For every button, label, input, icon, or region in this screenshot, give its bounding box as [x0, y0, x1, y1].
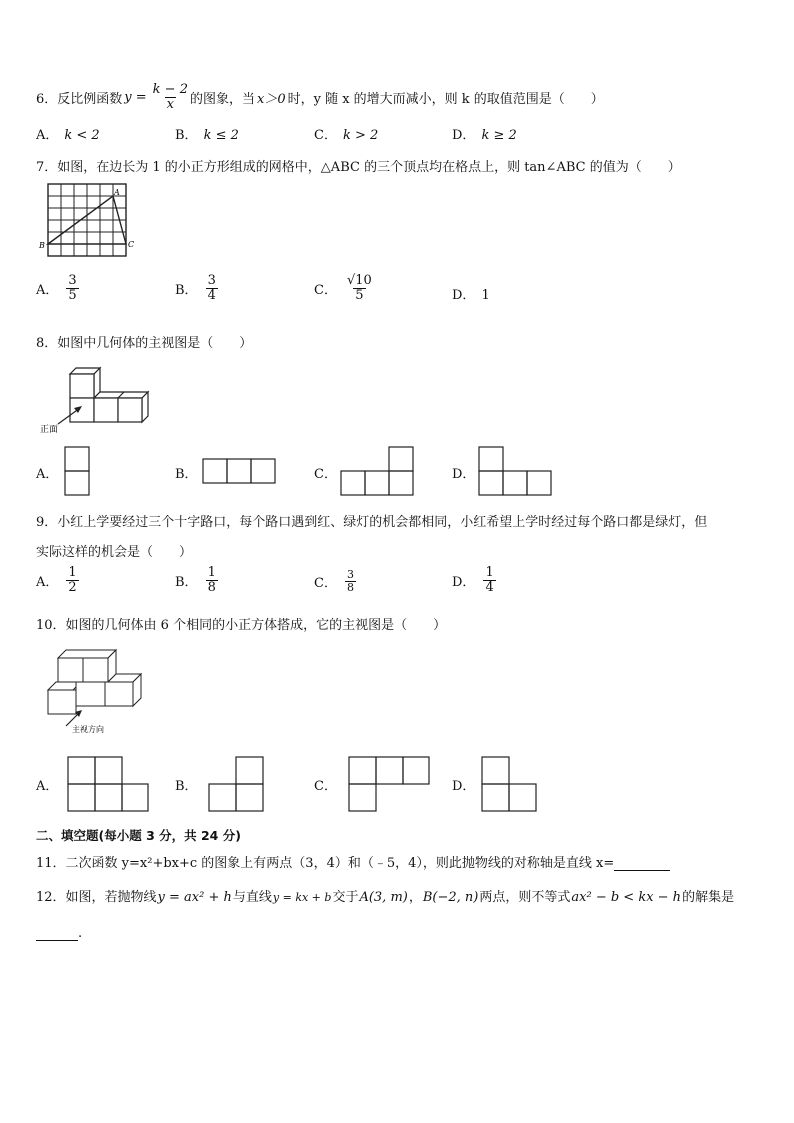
q12-suffix: 的解集是 [682, 890, 735, 905]
q10-option-a[interactable] [36, 775, 58, 794]
q12-answer-blank[interactable] [36, 928, 78, 941]
q8-solid-figure [38, 360, 158, 436]
fraction-den: 5 [68, 287, 77, 303]
option-label: D． [452, 128, 476, 143]
q8-front-label: 正面 [40, 425, 59, 435]
option-label: C． [314, 467, 337, 482]
q6-func-y: y = [124, 89, 147, 105]
option-label: D． [452, 288, 476, 303]
q9-option-c[interactable] [314, 569, 356, 593]
q6-line [36, 82, 604, 112]
q12-point-a: A(3, m) [359, 890, 408, 905]
option-label: B． [175, 128, 198, 143]
q12-prefix: 12．如图，若抛物线 [36, 890, 157, 905]
q8-option-c[interactable] [314, 463, 337, 482]
fraction-num: 3 [207, 273, 216, 288]
option-fraction [345, 569, 356, 593]
fraction-den: 8 [346, 580, 354, 594]
option-label: B． [175, 574, 198, 590]
q7-point-c: C [128, 240, 135, 249]
fraction-den: 8 [207, 579, 216, 595]
q8-option-b[interactable] [175, 463, 198, 482]
option-label: A． [36, 467, 59, 482]
q8-option-d-figure[interactable] [478, 446, 552, 498]
option-fraction [206, 274, 218, 302]
q10-option-a-figure[interactable] [67, 756, 149, 812]
q6-cond: x＞0 [256, 91, 286, 107]
q6-option-d[interactable] [452, 124, 517, 143]
option-value: k > 2 [342, 128, 379, 143]
q10-solid-figure [46, 648, 146, 736]
fraction-num: 3 [68, 273, 77, 288]
q9-text-line2: 实际这样的机会是（ ） [36, 545, 193, 560]
q11-line [36, 852, 670, 871]
q9-option-b[interactable] [175, 566, 218, 594]
q11-answer-blank[interactable] [614, 858, 670, 871]
q9-text-line1: 9．小红上学要经过三个十字路口，每个路口遇到红、绿灯的机会都相同，小红希望上学时经过每个路口都是绿灯，但 [36, 515, 708, 530]
q7-option-c[interactable] [314, 274, 374, 302]
q6-prefix: 6．反比例函数 [36, 91, 123, 107]
q12-line-eq: y = kx + b [272, 891, 332, 904]
q8-option-c-figure[interactable] [340, 446, 414, 498]
q10-option-c[interactable] [314, 775, 337, 794]
option-label: D． [452, 574, 476, 590]
q8-option-b-figure[interactable] [202, 458, 276, 486]
q12-end: . [78, 926, 83, 941]
option-fraction [483, 566, 495, 594]
fraction-den: 4 [207, 287, 216, 303]
q7-option-b[interactable] [175, 274, 218, 302]
q7-point-a: A [114, 188, 120, 197]
q6-func-den: x [166, 96, 174, 112]
section2-title: 二、填空题(每小题 3 分，共 24 分) [36, 828, 241, 843]
q12-answer-line [36, 926, 82, 941]
q6-option-c[interactable] [314, 124, 378, 143]
fraction-den: 5 [355, 287, 364, 303]
option-label: C． [314, 282, 337, 298]
option-label: D． [452, 467, 476, 482]
q7-grid-figure [38, 180, 134, 262]
q10-option-d[interactable] [452, 775, 475, 794]
fraction-den: 2 [68, 579, 77, 595]
fraction-num: 3 [346, 568, 354, 581]
option-label: B． [175, 467, 198, 482]
q8-option-a[interactable] [36, 463, 58, 482]
option-value: k < 2 [64, 128, 100, 143]
option-value: k ≤ 2 [203, 128, 239, 143]
q12-parabola: y = ax² + h [157, 890, 232, 905]
q6-func-num: k − 2 [152, 81, 188, 97]
option-label: A． [36, 574, 59, 590]
option-label: C． [314, 128, 337, 143]
fraction-num: 1 [485, 565, 494, 580]
fraction-num: √10 [346, 273, 372, 288]
option-value: 1 [481, 288, 490, 303]
q6-option-a[interactable] [36, 124, 100, 143]
q7-text: 7．如图，在边长为 1 的小正方形组成的网格中，△ABC 的三个顶点均在格点上，则 tan∠ABC 的值为（ ） [36, 160, 681, 175]
q12-mid1: 与直线 [232, 890, 272, 905]
option-label: D． [452, 779, 476, 794]
q12-inequality: ax² − b < kx − h [571, 890, 682, 905]
q6-text2: 时，y 随 x 的增大而减小，则 k 的取值范围是（ ） [287, 91, 604, 107]
option-fraction [66, 274, 78, 302]
option-label: C． [314, 779, 337, 794]
q10-option-b[interactable] [175, 775, 198, 794]
q12-point-b: B(−2, n) [422, 890, 479, 905]
option-fraction [66, 566, 78, 594]
q12-mid2: 交于 [332, 890, 359, 905]
option-label: A． [36, 128, 59, 143]
q7-option-a[interactable] [36, 274, 79, 302]
q10-option-c-figure[interactable] [348, 756, 430, 812]
fraction-num: 1 [68, 565, 77, 580]
q12-mid3: 两点，则不等式 [479, 890, 571, 905]
q8-text: 8．如图中几何体的主视图是（ ） [36, 336, 253, 351]
q10-direction-label: 主视方向 [72, 725, 104, 734]
option-label: B． [175, 282, 198, 298]
option-label: A． [36, 282, 59, 298]
q10-option-b-figure[interactable] [208, 756, 264, 812]
option-fraction [345, 274, 374, 302]
option-value: k ≥ 2 [481, 128, 517, 143]
q10-text: 10．如图的几何体由 6 个相同的小正方体搭成，它的主视图是（ ） [36, 618, 447, 633]
fraction-den: 4 [485, 579, 494, 595]
option-label: A． [36, 779, 59, 794]
q11-text: 11．二次函数 y=x²+bx+c 的图象上有两点（3，4）和（﹣5，4），则此抛物线的对称轴是直线 x= [36, 856, 615, 871]
option-label: B． [175, 779, 198, 794]
q7-option-d[interactable] [452, 284, 490, 303]
q8-option-a-figure[interactable] [64, 446, 90, 496]
q9-option-d[interactable] [452, 566, 496, 594]
option-label: C． [314, 575, 337, 591]
q6-func-fraction [151, 83, 190, 111]
q6-text1: 的图象，当 [189, 91, 255, 107]
q10-option-d-figure[interactable] [481, 756, 537, 812]
q12-line [36, 886, 734, 905]
q7-point-b: B [39, 241, 45, 250]
option-fraction [206, 566, 218, 594]
fraction-num: 1 [207, 565, 216, 580]
q6-option-b[interactable] [175, 124, 239, 143]
q12-sep: ， [408, 890, 422, 905]
q8-option-d[interactable] [452, 463, 475, 482]
q9-option-a[interactable] [36, 566, 79, 594]
